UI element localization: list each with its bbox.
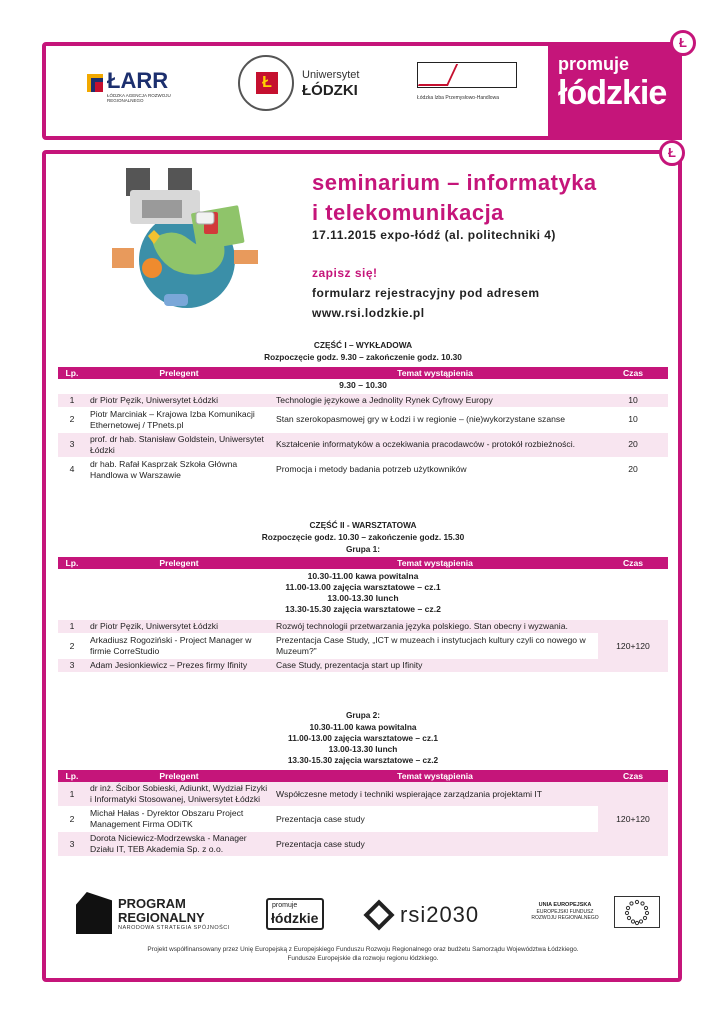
part1-table [58, 367, 668, 483]
prog-line3: NARODOWA STRATEGIA SPÓJNOŚCI [118, 925, 230, 931]
group1-title: Grupa 1: [345, 544, 381, 554]
event-title-line2: i telekomunikacja [312, 200, 504, 225]
row-czas: 10 [598, 393, 668, 407]
part2-time: Rozpoczęcie godz. 10.30 – zakończenie godz. 15.30 [261, 532, 465, 542]
row-lp: 1 [58, 620, 86, 634]
group2-schedule [58, 722, 668, 766]
ict-illustration [112, 160, 262, 310]
row-prelegent: prof. dr hab. Stanisław Goldstein, Uniwersytet Łódzki [86, 432, 272, 457]
ue-line2: EUROPEJSKI FUNDUSZ [536, 909, 594, 915]
row-lp: 1 [58, 782, 86, 807]
register-call: zapisz się! [312, 266, 378, 280]
university-seal-icon [238, 55, 294, 111]
col-czas: Czas [598, 367, 668, 379]
plog-a: promuje [272, 902, 298, 909]
col-lp: Lp. [58, 770, 86, 782]
l-circle-icon-2: Ł [659, 140, 685, 166]
event-title-line1: seminarium – informatyka [312, 170, 597, 195]
group2-title: Grupa 2: [345, 710, 381, 720]
promuje-lodzkie-banner [548, 42, 682, 140]
table-header [58, 770, 668, 782]
row-czas: 120+120 [598, 620, 668, 673]
rsi2030-logo [368, 898, 488, 932]
col-temat: Temat wystąpienia [272, 770, 598, 782]
col-prelegent: Prelegent [86, 770, 272, 782]
schedule-item: 11.00-13.00 zajęcia warsztatowe – cz.1 [288, 733, 438, 743]
part1-time: Rozpoczęcie godz. 9.30 – zakończenie godz. 10.30 [264, 352, 462, 362]
row-prelegent: dr Piotr Pęzik, Uniwersytet Łódzki [86, 620, 272, 634]
schedule-item: 13.00-13.30 lunch [328, 744, 398, 754]
slot-time: 9.30 – 10.30 [58, 379, 668, 393]
schedule-item: 10.30-11.00 kawa powitalna [307, 571, 419, 581]
row-lp: 3 [58, 659, 86, 673]
table-row [58, 832, 668, 857]
table-row [58, 432, 668, 457]
row-prelegent: Dorota Niciewicz-Modrzewska - Manager Działu IT, TEB Akademia Sp. z o.o. [86, 832, 272, 857]
row-czas: 10 [598, 407, 668, 432]
program-regionalny-mark-icon [76, 892, 112, 934]
row-lp: 3 [58, 832, 86, 857]
table-row [58, 620, 668, 634]
larr-mark-icon [85, 68, 105, 94]
schedule-item: 13.30-15.30 zajęcia warsztatowe – cz.2 [285, 604, 441, 614]
uniwersytet-lodzki-logo [238, 55, 378, 115]
rsi-diamond-icon [363, 899, 394, 930]
row-prelegent: dr hab. Rafał Kasprzak Szkoła Główna Handlowa w Warszawie [86, 457, 272, 482]
row-lp: 2 [58, 634, 86, 659]
row-temat: Kształcenie informatyków a oczekiwania pracodawców - protokół rozbieżności. [272, 432, 598, 457]
row-lp: 1 [58, 393, 86, 407]
form-line: formularz rejestracyjny pod adresem [312, 286, 540, 300]
row-czas: 120+120 [598, 782, 668, 857]
group1-table [58, 557, 668, 673]
col-czas: Czas [598, 557, 668, 569]
plog-b: łódzkie [271, 910, 319, 926]
table-row [58, 407, 668, 432]
row-temat: Współczesne metody i techniki wspierające zarządzania projektami IT [272, 782, 598, 807]
row-prelegent: dr Piotr Pęzik, Uniwersytet Łódzki [86, 393, 272, 407]
part1-title: CZĘŚĆ I – WYKŁADOWA [313, 340, 413, 350]
funding-note: Projekt współfinansowany przez Unię Europejską z Europejskiego Funduszu Rozwoju Regionalnego oraz budżetu Samorządu Województwa Łódzkiego. [147, 946, 579, 953]
prog-line1: PROGRAM [118, 896, 186, 911]
row-prelegent: Adam Jesionkiewicz – Prezes firmy Ifinity [86, 659, 272, 673]
uni-line2: ŁÓDZKI [302, 82, 358, 99]
event-date: 17.11.2015 expo-łódź (al. politechniki 4) [312, 228, 556, 242]
row-lp: 4 [58, 457, 86, 482]
row-temat: Prezentacja case study [272, 807, 598, 832]
lodzkie-text: łódzkie [558, 74, 667, 112]
schedule-row [58, 569, 668, 620]
col-czas: Czas [598, 770, 668, 782]
program-regionalny-logo [76, 890, 236, 938]
larr-logo [85, 62, 195, 112]
row-lp: 3 [58, 432, 86, 457]
table-row [58, 457, 668, 482]
table-row [58, 659, 668, 673]
row-prelegent: dr inż. Ścibor Sobieski, Adiunkt, Wydział Fizyki i Informatyki Stosowanej, Uniwersytet Łódzki [86, 782, 272, 807]
row-temat: Prezentacja case study [272, 832, 598, 857]
schedule-item: 13.30-15.30 zajęcia warsztatowe – cz.2 [287, 755, 439, 765]
promuje-text: promuje [558, 54, 630, 74]
row-lp: 2 [58, 407, 86, 432]
liph-logo [415, 62, 525, 112]
row-temat: Stan szerokopasmowej gry w Łodzi i w regionie – (nie)wykorzystane szanse [272, 407, 598, 432]
row-temat: Prezentacja Case Study, „ICT w muzeach i instytucjach kultury czyli co nowego w Muzeum?” [272, 634, 598, 659]
table-header [58, 367, 668, 379]
table-row [58, 807, 668, 832]
seal-mark: Ł [256, 72, 278, 94]
col-lp: Lp. [58, 557, 86, 569]
group2-table [58, 770, 668, 857]
row-czas: 20 [598, 457, 668, 482]
promuje-lodzkie-logo [266, 898, 324, 930]
table-header [58, 557, 668, 569]
prog-line2: REGIONALNY [118, 910, 205, 925]
schedule-block [58, 569, 668, 620]
row-czas: 20 [598, 432, 668, 457]
rsi-text: rsi2030 [400, 902, 480, 927]
l-circle-icon: Ł [670, 30, 696, 56]
row-prelegent: Arkadiusz Rogoziński - Project Manager w firmie CorreStudio [86, 634, 272, 659]
schedule-item: 10.30-11.00 kawa powitalna [309, 722, 417, 732]
schedule-item: 11.00-13.00 zajęcia warsztatowe – cz.1 [285, 582, 441, 592]
registration-url[interactable]: www.rsi.lodzkie.pl [312, 306, 425, 320]
larr-subtitle: ŁÓDZKA AGENCJA ROZWOJU REGIONALNEGO [107, 93, 171, 103]
col-temat: Temat wystąpienia [272, 367, 598, 379]
col-temat: Temat wystąpienia [272, 557, 598, 569]
row-temat: Case Study, prezentacja start up Ifinity [272, 659, 598, 673]
row-prelegent: Piotr Marciniak – Krajowa Izba Komunikacji Ethernetowej / TPnets.pl [86, 407, 272, 432]
ue-line1: UNIA EUROPEJSKA [538, 902, 592, 908]
row-temat: Technologie językowe a Jednolity Rynek Cyfrowy Europy [272, 393, 598, 407]
eu-flag-icon [614, 896, 660, 928]
funding-note-2: Fundusze Europejskie dla rozwoju regionu łódzkiego. [287, 955, 439, 962]
table-row [58, 782, 668, 807]
col-lp: Lp. [58, 367, 86, 379]
part2-title: CZĘŚĆ II - WARSZTATOWA [309, 520, 417, 530]
schedule-item: 13.00-13.30 lunch [327, 593, 399, 603]
col-prelegent: Prelegent [86, 367, 272, 379]
uni-line1: Uniwersytet [302, 69, 360, 81]
eu-logo [530, 896, 660, 930]
slot-row [58, 379, 668, 393]
row-temat: Rozwój technologii przetwarzania języka polskiego. Stan obecny i wyzwania. [272, 620, 598, 634]
ue-line3: ROZWOJU REGIONALNEGO [531, 915, 599, 921]
col-prelegent: Prelegent [86, 557, 272, 569]
liph-subtitle: Łódzka Izba Przemysłowo-Handlowa [417, 95, 499, 101]
table-row [58, 634, 668, 659]
row-lp: 2 [58, 807, 86, 832]
larr-name: ŁARR [107, 68, 169, 93]
row-temat: Promocja i metody badania potrzeb użytkowników [272, 457, 598, 482]
table-row [58, 393, 668, 407]
row-prelegent: Michał Hałas - Dyrektor Obszaru Project Management Firma ODiTK [86, 807, 272, 832]
